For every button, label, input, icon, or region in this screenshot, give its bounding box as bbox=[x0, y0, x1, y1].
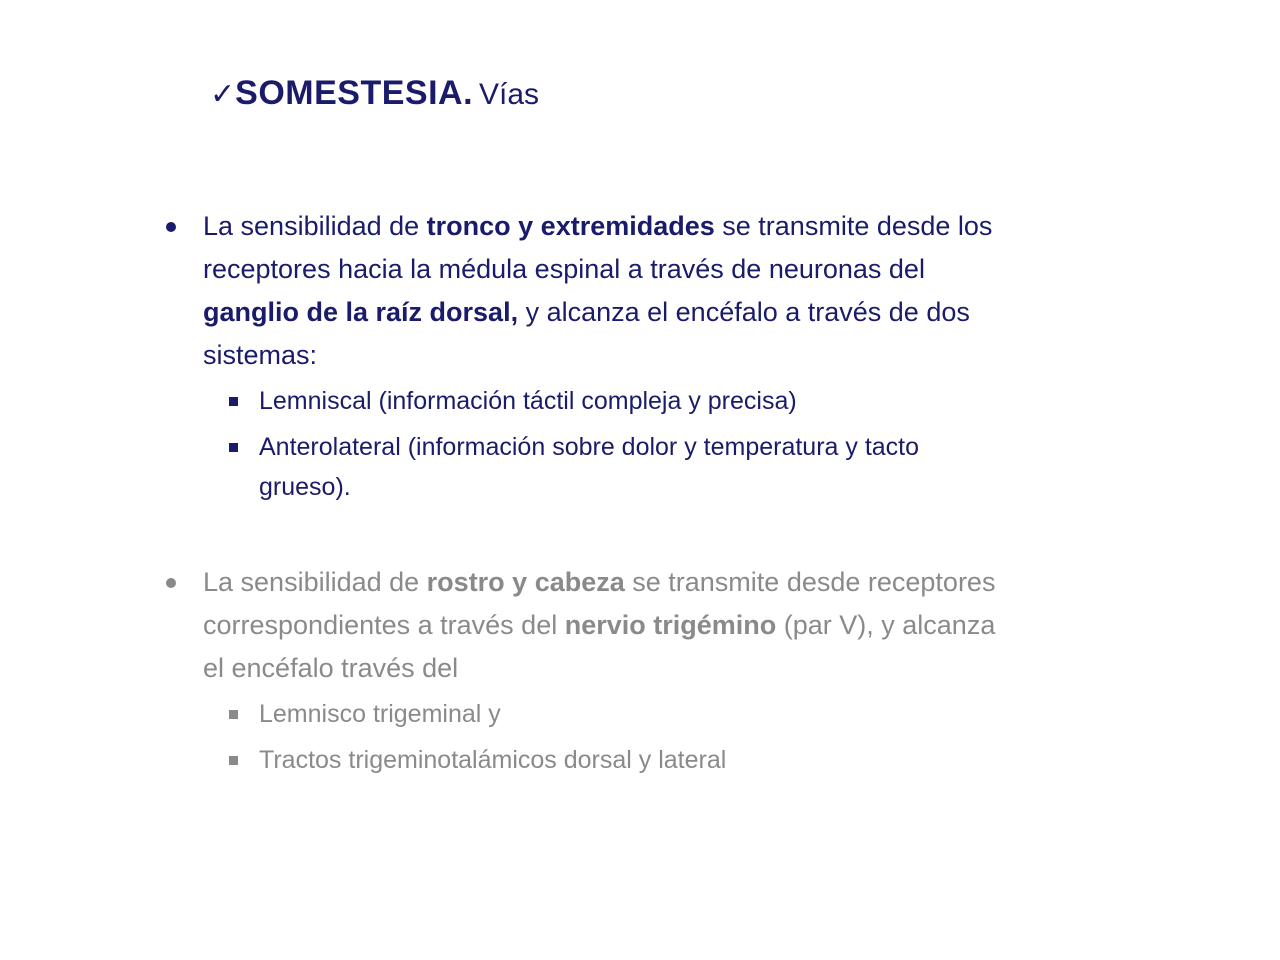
bold-text: tronco y extremidades bbox=[426, 211, 715, 241]
bullet-text bbox=[203, 205, 992, 377]
square-bullet-icon bbox=[229, 397, 238, 406]
text: Tractos trigeminotalámicos dorsal y lateral bbox=[259, 746, 727, 774]
text: se transmite desde receptores bbox=[624, 567, 996, 597]
text: La sensibilidad de bbox=[203, 211, 427, 241]
text: sistemas: bbox=[203, 340, 318, 370]
bullet-face-head bbox=[203, 561, 995, 780]
text: La sensibilidad de bbox=[203, 567, 427, 597]
text: Anterolateral (información sobre dolor y temperatura y tacto bbox=[259, 433, 920, 461]
bold-text: rostro y cabeza bbox=[426, 567, 625, 597]
square-bullet-icon bbox=[229, 443, 238, 452]
text: Lemnisco trigeminal y bbox=[259, 700, 501, 728]
text: (par V), y alcanza bbox=[776, 610, 996, 640]
text: grueso). bbox=[259, 473, 351, 501]
text: el encéfalo través del bbox=[203, 653, 459, 683]
title-main: SOMESTESIA. bbox=[235, 74, 474, 112]
title-sub: Vías bbox=[479, 78, 540, 111]
bold-text: nervio trigémino bbox=[564, 610, 777, 640]
slide-title bbox=[210, 74, 539, 113]
bullet-text bbox=[203, 561, 995, 690]
sub-bullet-tractos bbox=[259, 740, 995, 780]
sub-bullet-lemniscal bbox=[259, 381, 992, 421]
bold-text: ganglio de la raíz dorsal, bbox=[203, 297, 519, 327]
text: se transmite desde los bbox=[714, 211, 993, 241]
text: correspondientes a través del bbox=[203, 610, 565, 640]
square-bullet-icon bbox=[229, 756, 238, 765]
bullet-dot-icon bbox=[166, 578, 176, 588]
square-bullet-icon bbox=[229, 710, 238, 719]
text: y alcanza el encéfalo a través de dos bbox=[518, 297, 970, 327]
sub-bullet-lemnisco bbox=[259, 694, 995, 734]
checkmark-icon: ✓ bbox=[210, 77, 236, 112]
sub-bullet-anterolateral bbox=[259, 427, 992, 467]
bullet-dot-icon bbox=[166, 222, 176, 232]
text: Lemniscal (información táctil compleja y precisa) bbox=[259, 387, 797, 415]
bullet-trunk-limbs bbox=[203, 205, 992, 507]
text: receptores hacia la médula espinal a través de neuronas del bbox=[203, 254, 925, 284]
